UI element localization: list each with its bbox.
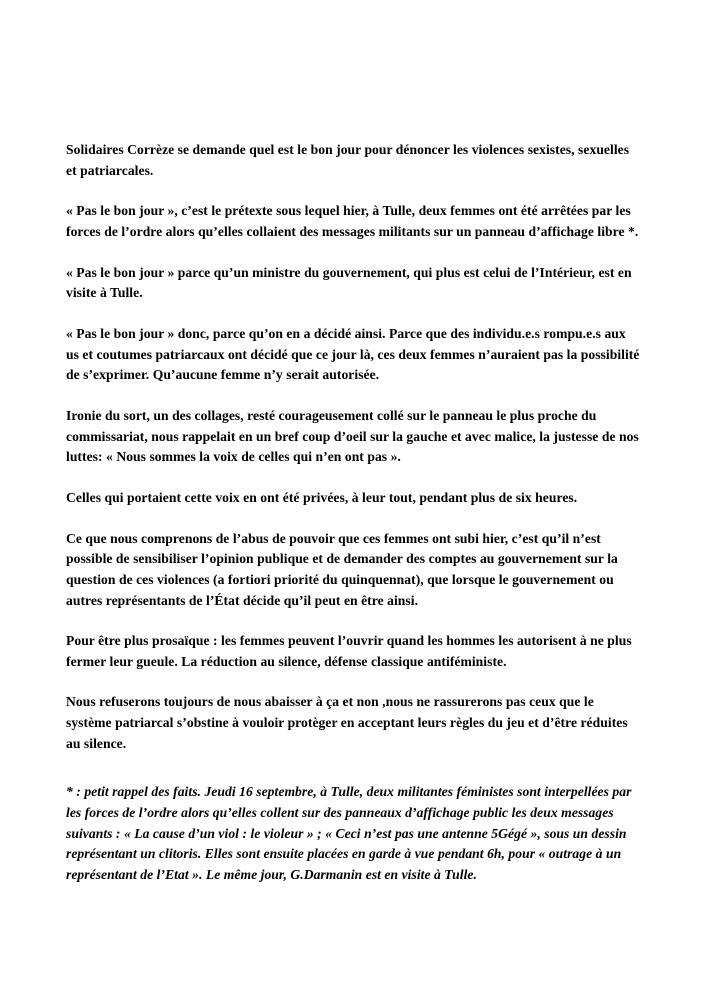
paragraph-2: « Pas le bon jour », c’est le prétexte sous lequel hier, à Tulle, deux femmes ont été arrêtées par les forces de l’ordre alors qu’elles collaient des messages militants sur un panneau d’affichage libre *. (66, 203, 639, 239)
paragraph-1: Solidaires Corrèze se demande quel est le bon jour pour dénoncer les violences sexistes, sexuelles et patriarcales. (66, 142, 630, 178)
document-body (66, 140, 641, 886)
footnote-paragraph: * : petit rappel des faits. Jeudi 16 septembre, à Tulle, deux militantes féministes sont interpellées par les forces de l’ordre alors qu’elles collent sur des panneaux d’affichage public les deux messages suivants : « La cause d’un viol : le violeur » ; « Ceci n’est pas une antenne 5Gégé », sous un dessin représentant un clitoris. Elles sont ensuite placées en garde à vue pendant 6h, pour « outrage à un représentant de l’Etat ». Le même jour, G.Darmanin est en visite à Tulle. (66, 784, 632, 883)
paragraph-8: Pour être plus prosaïque : les femmes peuvent l’ouvrir quand les hommes les autorisent à ne plus fermer leur gueule. La réduction au silence, défense classique antiféministe. (66, 633, 632, 669)
paragraph-5: Ironie du sort, un des collages, resté courageusement collé sur le panneau le plus proche du commissariat, nous rappelait en un bref coup d’oeil sur la gauche et avec malice, la justesse de nos luttes: « Nous sommes la voix de celles qui n’en ont pas ». (66, 407, 639, 465)
footnote-spacer (66, 774, 641, 782)
paragraph-3: « Pas le bon jour » parce qu’un ministre du gouvernement, qui plus est celui de l’Intérieur, est en visite à Tulle. (66, 264, 632, 301)
paragraph-4: « Pas le bon jour » donc, parce qu’on en a décidé ainsi. Parce que des individu.e.s rompu.e.s aux us et coutumes patriarcaux ont décidé que ce jour là, ces deux femmes n’auraient pas la possibilité de s’exprimer. Qu’aucune femme n’y serait autorisée. (66, 325, 640, 383)
paragraph-9: Nous refuserons toujours de nous abaisser à ça et non ,nous ne rassurerons pas ceux que le système patriarcal s’obstine à vouloir protèger en acceptant leurs règles du jeu et d’être réduites au silence. (66, 694, 628, 751)
paragraph-7: Ce que nous comprenons de l’abus de pouvoir que ces femmes ont subi hier, c’est qu’il n’est possible de sensibiliser l’opinion publique et de demander des comptes au gouvernement sur la question de ces violences (a fortiori priorité du quinquennat), que lorsque le gouvernement ou autres représentants de l’État décide qu’il peut en être ainsi. (66, 530, 618, 608)
paragraph-6: Celles qui portaient cette voix en ont été privées, à leur tout, pendant plus de six heures. (66, 489, 578, 505)
